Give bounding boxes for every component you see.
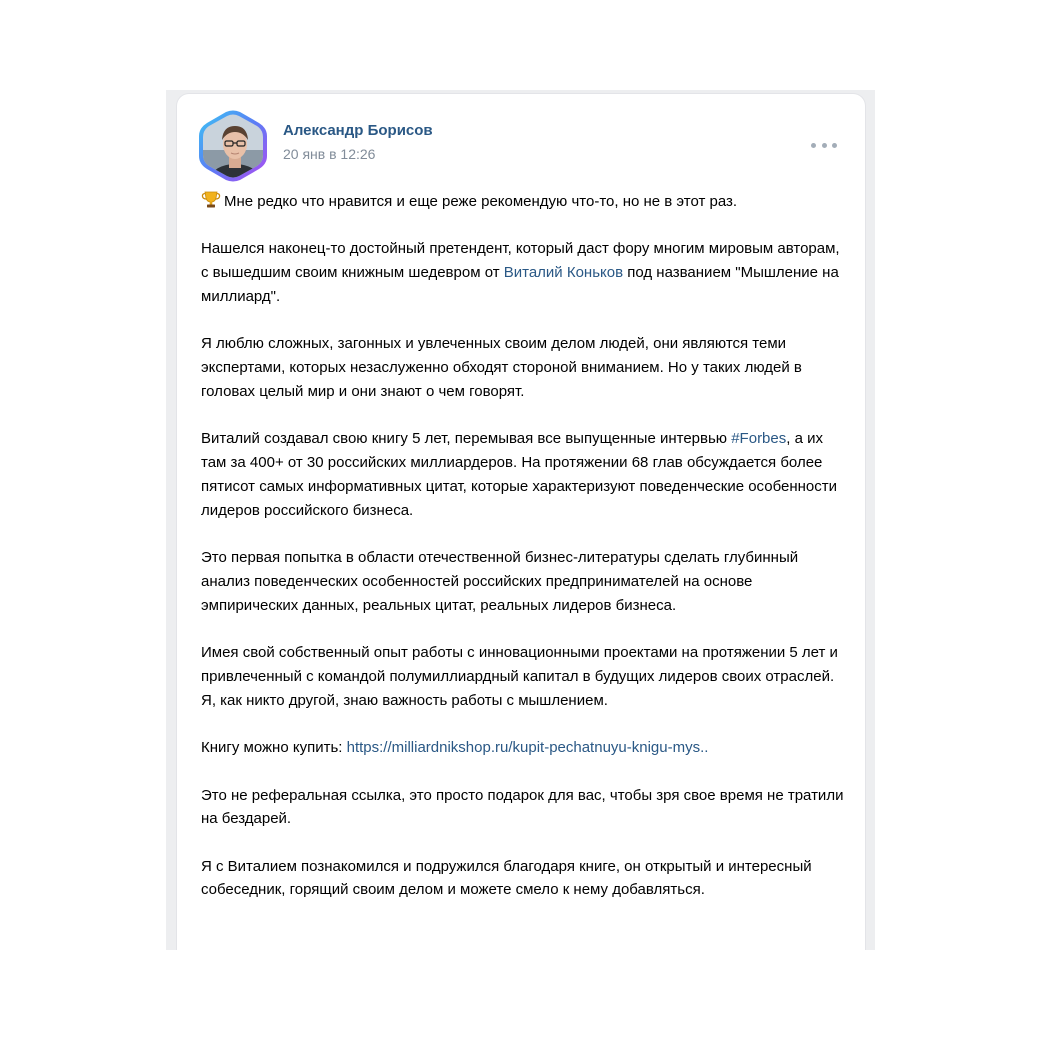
paragraph-2-text-end: под названием "Мышление на миллиард". <box>201 264 839 305</box>
post-date[interactable]: 20 янв в 12:26 <box>283 146 376 162</box>
feed-background <box>166 90 875 950</box>
paragraph-6: Имея свой собственный опыт работы с инновационными проектами на протяжении 5 лет и привлеченный с командой полумиллиардный капитал в будущих лидеров своих отраслей. Я, как никто другой, знаю важность работы с мышлением. <box>201 644 838 709</box>
paragraph-8: Это не реферальная ссылка, это просто подарок для вас, чтобы зря свое время не тратили на бездарей. <box>201 786 844 828</box>
paragraph-9: Я с Виталием познакомился и подружился благодаря книге, он открытый и интересный собеседник, горящий своим делом и можете смело к нему добавляться. <box>201 857 812 899</box>
trophy-icon <box>201 189 221 209</box>
paragraph-4 <box>201 427 851 522</box>
mention-link[interactable]: Виталий Коньков <box>503 264 624 282</box>
post-text <box>201 189 851 926</box>
author-name[interactable]: Александр Борисов <box>283 122 433 139</box>
paragraph-1-text: Мне редко что нравится и еще реже рекомендую что-то, но не в этот раз. <box>224 193 738 210</box>
more-dot <box>811 143 816 148</box>
paragraph-2 <box>201 237 851 308</box>
paragraph-7-text: Книгу можно купить: <box>201 739 347 757</box>
paragraph-2-text-start: Нашелся наконец-то достойный претендент, который даст фору многим мировым авторам, с вышедшим своим книжным шедевром от <box>201 240 840 282</box>
hashtag-link[interactable]: #Forbes <box>731 430 787 448</box>
paragraph-7 <box>201 736 851 760</box>
more-horizontal-icon[interactable] <box>811 138 837 152</box>
paragraph-4-text-start: Виталий создавал свою книгу 5 лет, перемывая все выпущенные интервью <box>201 430 732 448</box>
paragraph-4-text-end: , а их там за 400+ от 30 российских миллиардеров. На протяжении 68 глав обсуждается более пятисот самых информативных цитат, которые характеризуют поведенческие особенности лидеров российского бизнеса. <box>201 430 837 519</box>
more-dot <box>822 143 827 148</box>
shop-url-link[interactable]: https://milliardnikshop.ru/kupit-pechatnuyu-knigu-mys.. <box>346 739 709 757</box>
avatar-image <box>197 110 269 182</box>
paragraph-5: Это первая попытка в области отечественной бизнес-литературы сделать глубинный анализ поведенческих особенностей российских предпринимателей на основе эмпирических данных, реальных цитат, реальных лидеров бизнеса. <box>201 549 799 614</box>
post-card <box>177 94 865 950</box>
more-dot <box>832 143 837 148</box>
paragraph-3: Я люблю сложных, загонных и увлеченных своим делом людей, они являются теми экспертами, которых незаслуженно обходят стороной вниманием. Но у таких людей в головах целый мир и они знают о чем говорят. <box>201 335 802 400</box>
author-avatar[interactable] <box>197 110 269 182</box>
paragraph-1 <box>201 189 851 214</box>
